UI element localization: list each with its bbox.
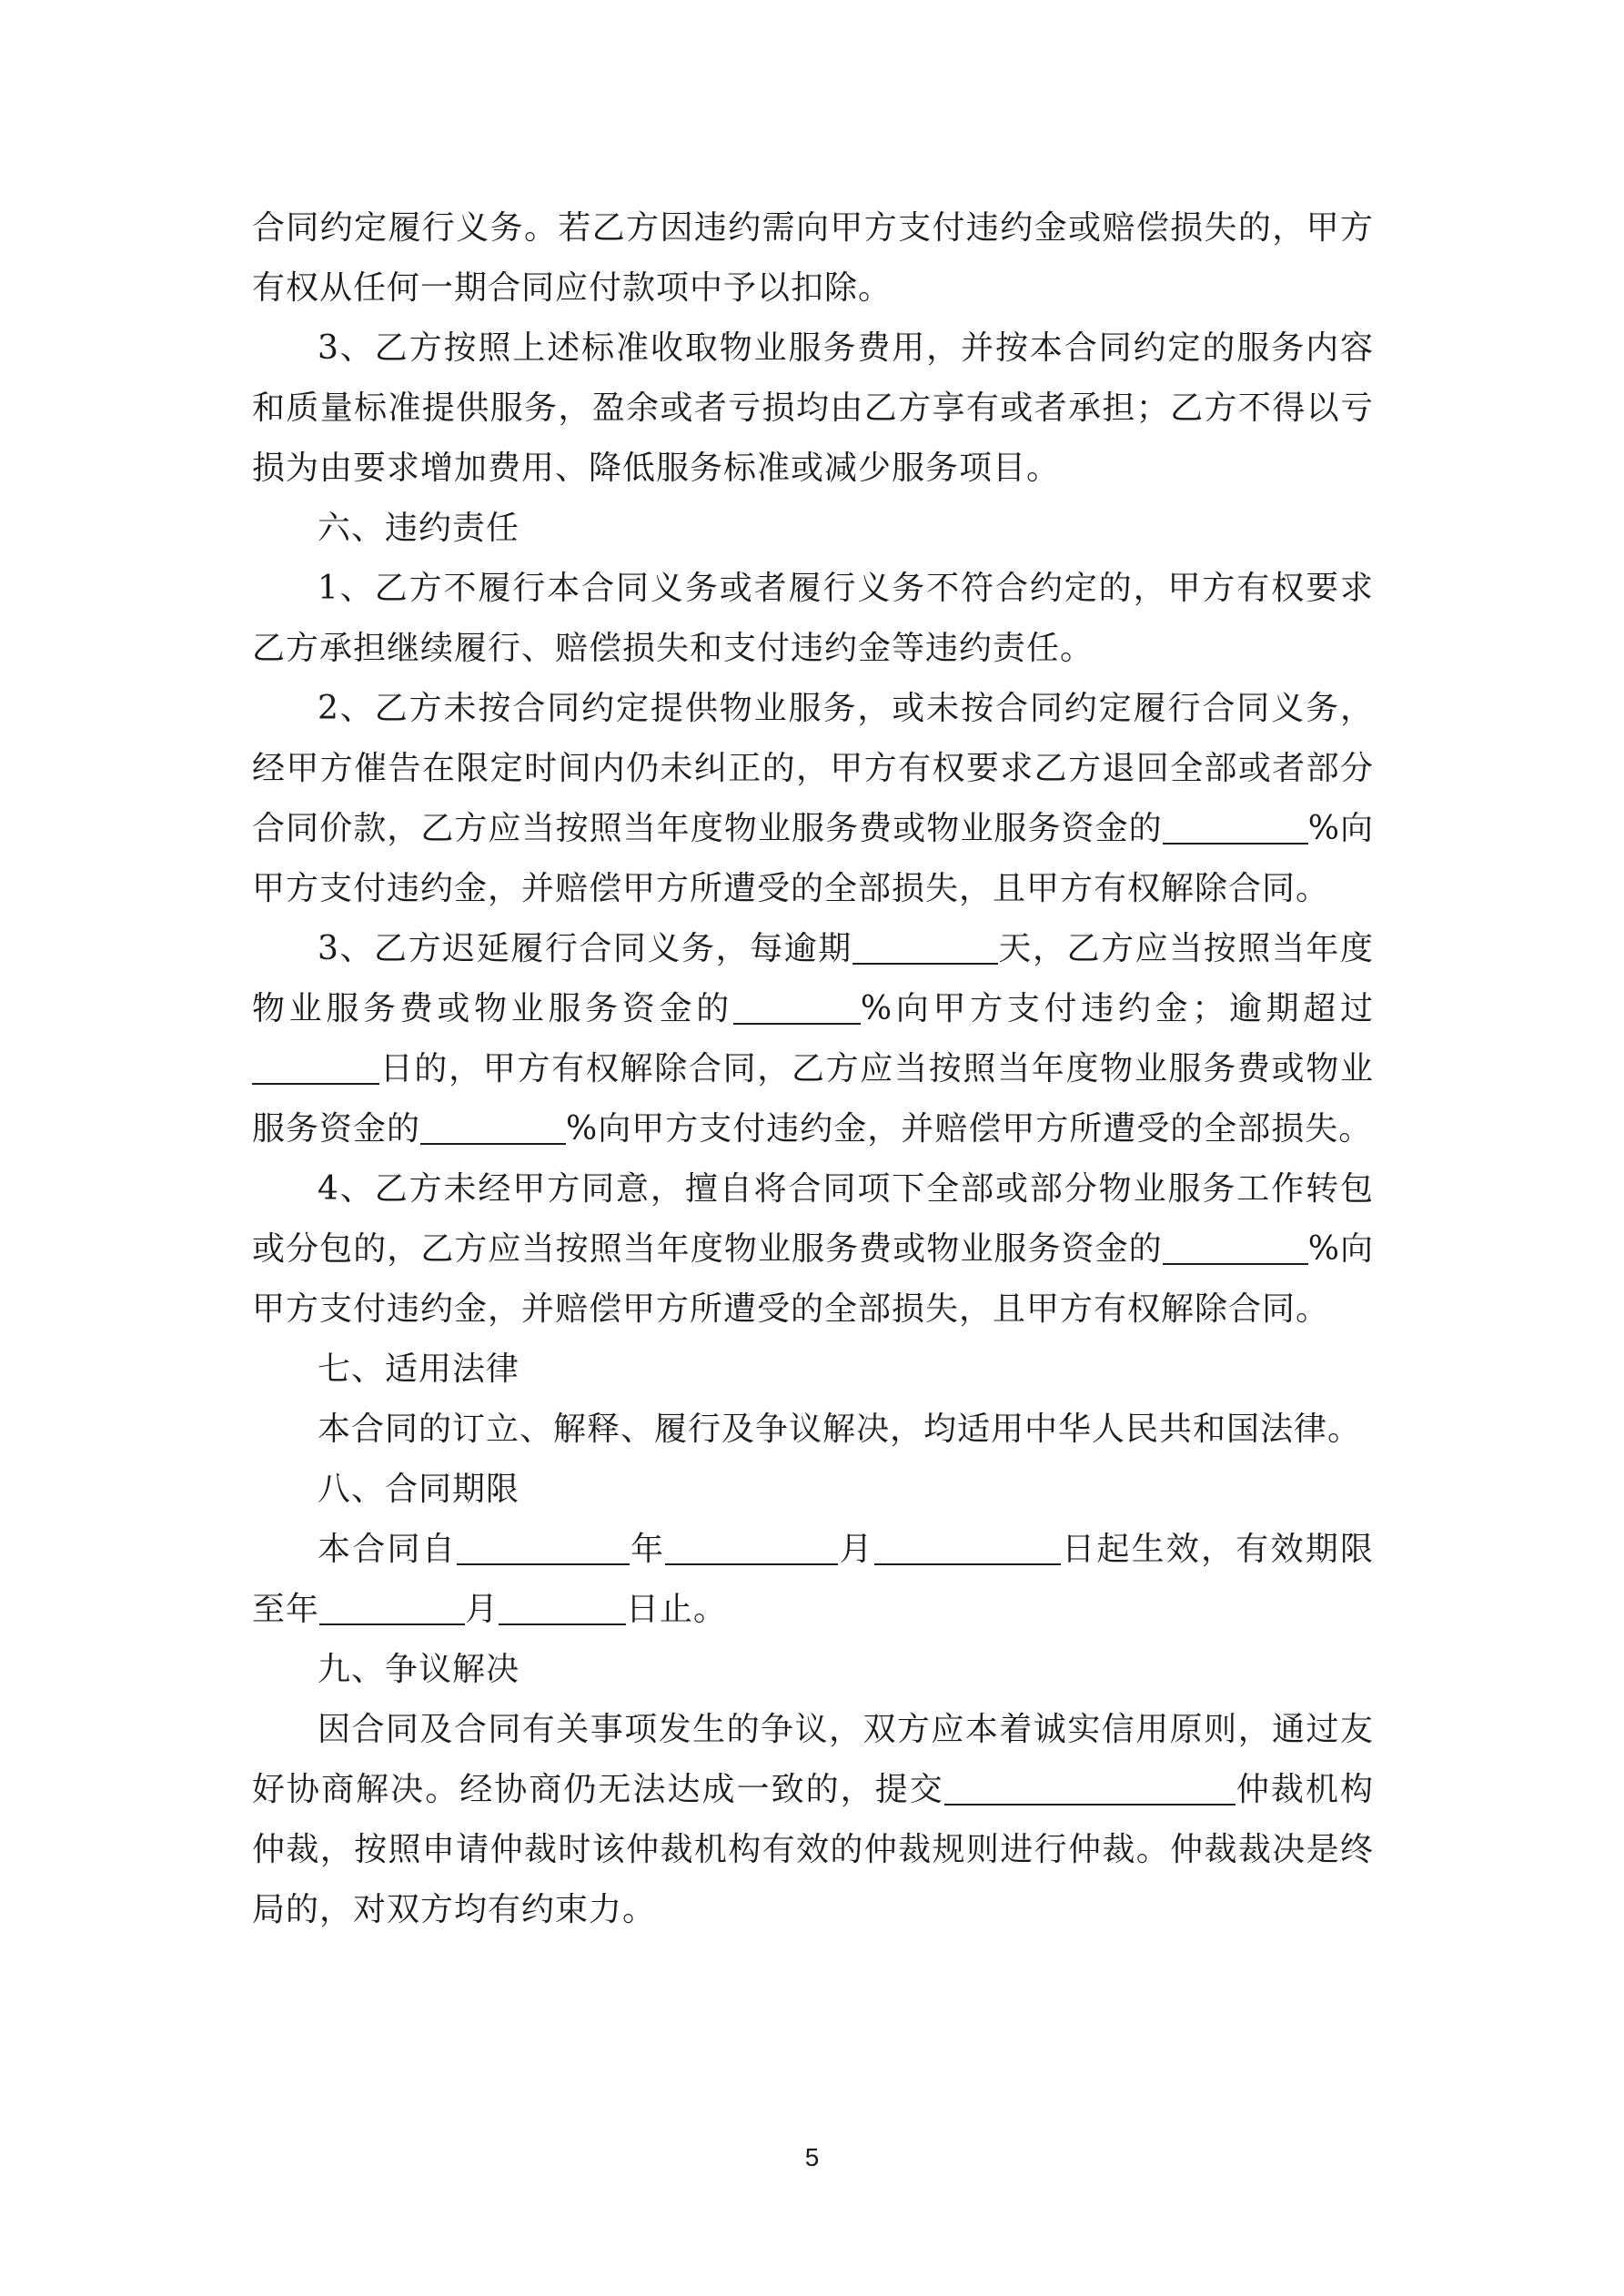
fill-blank [1163,810,1308,845]
heading-text: 七、适用法律 [318,1350,520,1388]
paragraph-clause-6-1 [252,559,1374,679]
fill-blank [252,1050,379,1085]
paragraph-text: 本合同自 [318,1531,457,1568]
paragraph-contract-term [252,1520,1374,1640]
heading-text: 六、违约责任 [318,510,520,547]
fill-blank [874,1531,1061,1565]
paragraph-text: 日止。 [626,1591,728,1628]
paragraph-text: 本合同的订立、解释、履行及争议解决，均适用中华人民共和国法律。 [318,1411,1362,1448]
paragraph-text: 2、乙方未按合同约定提供物业服务，或未按合同约定履行合同义务，经甲方催告在限定时间内仍未纠正的，甲方有权要求乙方退回全部或者部分合同价款，乙方应当按照当年度物业服务费或物业服务资金的 [252,690,1374,847]
fill-blank [944,1771,1236,1805]
paragraph-text: 4、乙方未经甲方同意，擅自将合同项下全部或部分物业服务工作转包或分包的，乙方应当按照当年度物业服务费或物业服务资金的 [252,1170,1374,1268]
paragraph-clause-6-4 [252,1159,1374,1340]
paragraph-dispute-resolution [252,1700,1374,1940]
fill-blank [733,990,861,1025]
paragraph-text: 合同约定履行义务。若乙方因违约需向甲方支付违约金或赔偿损失的，甲方有权从任何一期合同应付款项中予以扣除。 [252,209,1374,307]
paragraph-applicable-law [252,1400,1374,1460]
paragraph-text: 3、乙方按照上述标准收取物业服务费用，并按本合同约定的服务内容和质量标准提供服务，盈余或者亏损均由乙方享有或者承担；乙方不得以亏损为由要求增加费用、降低服务标准或减少服务项目。 [252,329,1374,487]
paragraph-clause-5-3 [252,319,1374,499]
fill-blank [1163,1230,1308,1265]
paragraph-clause-6-3 [252,919,1374,1159]
section-heading-8 [252,1460,1374,1520]
paragraph-text: 仲裁机构仲裁，按照申请仲裁时该仲裁机构有效的仲裁规则进行仲裁。仲裁裁决是终局的，对双方均有约束力。 [252,1771,1374,1928]
heading-text: 九、争议解决 [318,1651,520,1688]
fill-blank [457,1531,630,1565]
page-number: 5 [804,2143,820,2171]
paragraph-continuation [252,198,1374,319]
paragraph-text: 年 [629,1531,666,1568]
paragraph-text: %向甲方支付违约金，并赔偿甲方所遭受的全部损失，且甲方有权解除合同。 [252,810,1374,907]
paragraph-text: 日起生效，有效期限至年 [252,1531,1374,1628]
paragraph-text: 1、乙方不履行本合同义务或者履行义务不符合约定的，甲方有权要求乙方承担继续履行、赔偿损失和支付违约金等违约责任。 [252,570,1374,667]
paragraph-text: %向甲方支付违约金，并赔偿甲方所遭受的全部损失，且甲方有权解除合同。 [252,1230,1374,1328]
fill-blank [420,1110,566,1145]
paragraph-text: 月 [838,1531,874,1568]
paragraph-text: 日的，甲方有权解除合同，乙方应当按照当年度物业服务费或物业服务资金的 [252,1050,1374,1148]
document-body [252,198,1374,1940]
fill-blank [319,1591,465,1625]
heading-text: 八、合同期限 [318,1471,520,1508]
section-heading-7 [252,1340,1374,1400]
paragraph-clause-6-2 [252,679,1374,919]
paragraph-text: 月 [465,1591,499,1628]
fill-blank [665,1531,838,1565]
fill-blank [499,1591,626,1625]
section-heading-6 [252,499,1374,559]
paragraph-text: 因合同及合同有关事项发生的争议，双方应本着诚实信用原则，通过友好协商解决。经协商仍无法达成一致的，提交 [252,1711,1374,1808]
paragraph-text: %向甲方支付违约金；逾期超过 [860,990,1374,1027]
paragraph-text: 天，乙方应当按照当年度物业服务费或物业服务资金的 [252,930,1374,1027]
paragraph-text: 3、乙方迟延履行合同义务，每逾期 [318,930,852,967]
paragraph-text: %向甲方支付违约金，并赔偿甲方所遭受的全部损失。 [566,1110,1373,1148]
section-heading-9 [252,1640,1374,1700]
fill-blank [852,930,998,965]
